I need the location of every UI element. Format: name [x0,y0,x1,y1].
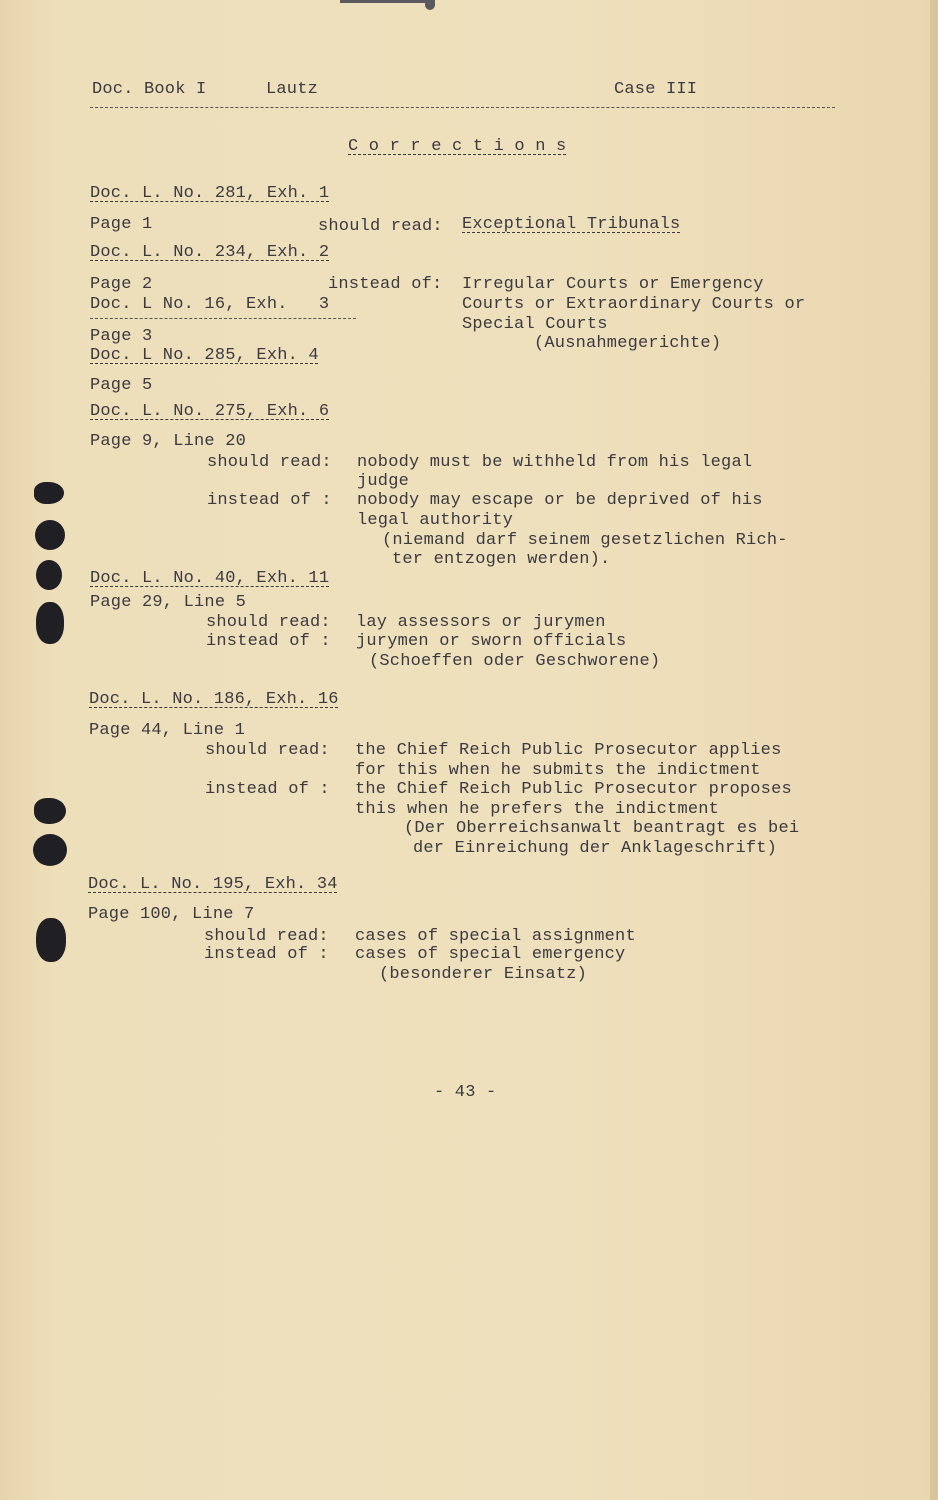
page-reference: Page 100, Line 7 [88,905,255,924]
page-number: - 43 - [434,1083,497,1102]
should-read-label: should read: [205,741,330,760]
original-text: legal authority [357,511,514,530]
german-term: (niemand darf seinem gesetzlichen Rich- [382,531,788,550]
correction-text: judge [357,472,410,491]
top-stain [340,0,430,3]
correction-text: the Chief Reich Public Prosecutor applies [355,741,782,760]
punch-hole [36,602,64,644]
page-title: C o r r e c t i o n s [348,137,567,156]
correction-text: for this when he submits the indictment [355,761,761,780]
original-text: jurymen or sworn officials [356,632,627,651]
instead-of-label: instead of : [204,945,329,964]
header-rule [90,107,835,108]
should-read-label: should read: [207,453,332,472]
original-text: Special Courts [462,315,608,334]
original-text: Courts or Extraordinary Courts or [462,295,806,314]
doc-reference: Doc. L. No. 275, Exh. 6 [90,402,330,421]
doc-reference: Doc. L. No. 195, Exh. 34 [88,875,338,894]
page-reference: Page 9, Line 20 [90,432,247,451]
doc-reference: Doc. L. No. 186, Exh. 16 [89,690,339,709]
doc-reference: Doc. L. No. 281, Exh. 1 [90,184,330,203]
german-term: (Schoeffen oder Geschworene) [369,652,661,671]
should-read-label: should read: [318,217,443,236]
correction-text: lay assessors or jurymen [356,613,606,632]
punch-hole [34,482,64,504]
correction-text: cases of special assignment [355,927,636,946]
page-reference: Page 1 [90,215,153,234]
instead-of-label: instead of : [207,491,332,510]
punch-hole [36,560,62,590]
should-read-label: should read: [204,927,329,946]
instead-of-label: instead of : [205,780,330,799]
doc-reference-rule [90,318,356,319]
correction-text: nobody must be withheld from his legal [357,453,753,472]
punch-hole [36,918,66,962]
doc-reference: Doc. L. No. 234, Exh. 2 [90,243,330,262]
punch-hole [35,520,65,550]
doc-reference: Doc. L No. 285, Exh. 4 [90,346,319,365]
author-label: Lautz [266,80,319,99]
page-reference: Page 2 [90,275,153,294]
paper-edge [930,0,938,1500]
german-term: (Der Oberreichsanwalt beantragt es bei [404,819,800,838]
page-reference: Page 29, Line 5 [90,593,247,612]
original-text: this when he prefers the indictment [355,800,720,819]
german-term: der Einreichung der Anklageschrift) [413,839,778,858]
german-term: (Ausnahmegerichte) [534,334,722,353]
case-label: Case III [614,80,698,99]
page-reference: Page 5 [90,376,153,395]
page-reference: Page 3 [90,327,153,346]
page-reference: Page 44, Line 1 [89,721,246,740]
correction-text: Exceptional Tribunals [462,215,681,234]
original-text: cases of special emergency [355,945,626,964]
punch-hole [34,798,66,824]
original-text: nobody may escape or be deprived of his [357,491,763,510]
instead-of-label: instead of: [328,275,443,294]
original-text: Irregular Courts or Emergency [462,275,764,294]
top-stain [425,0,435,10]
doc-book-label: Doc. Book I [92,80,207,99]
original-text: the Chief Reich Public Prosecutor proposes [355,780,792,799]
doc-reference: Doc. L. No. 40, Exh. 11 [90,569,330,588]
german-term: (besonderer Einsatz) [379,965,588,984]
doc-reference: Doc. L No. 16, Exh. 3 [90,295,330,314]
german-term: ter entzogen werden). [392,550,611,569]
instead-of-label: instead of : [206,632,331,651]
should-read-label: should read: [206,613,331,632]
punch-hole [33,834,67,866]
